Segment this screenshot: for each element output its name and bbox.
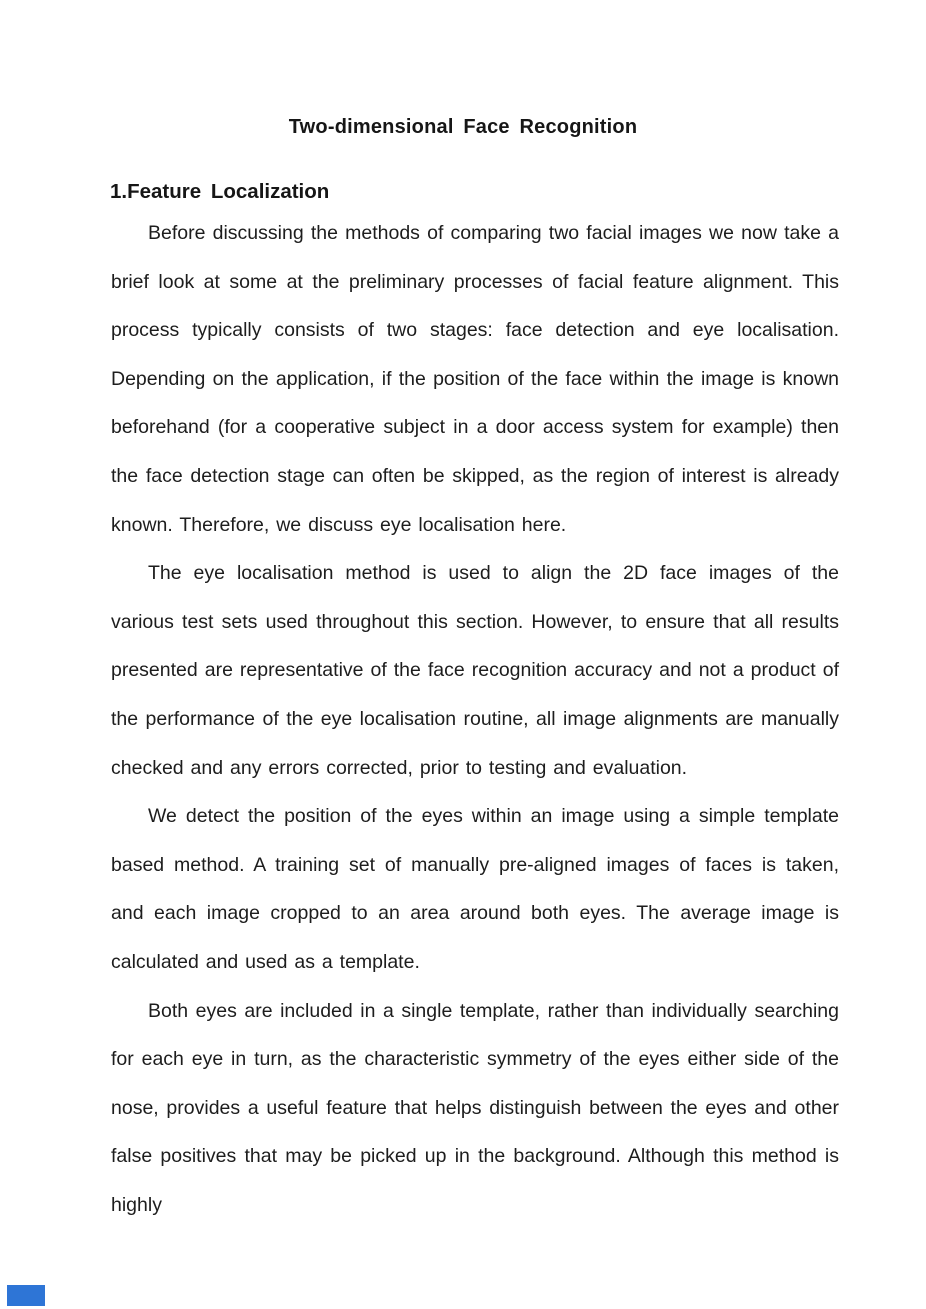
paragraph: We detect the position of the eyes within an image using a simple template based method. A training set of manually pre-aligned images of faces is taken, and each image cropped to an area around both eyes. The average image is calculated and used as a template. (111, 805, 839, 973)
page-title: Two-dimensional Face Recognition (288, 116, 638, 138)
paragraph: The eye localisation method is used to align the 2D face images of the various test sets used throughout this section. However, to ensure that all results presented are representative of the face recognition accuracy and not a product of the performance of the eye localisation routine, all image alignments are manually checked and any errors corrected, prior to testing and evaluation. (111, 562, 839, 779)
document-body (111, 209, 839, 1229)
paragraph: Both eyes are included in a single template, rather than individually searching for each eye in turn, as the characteristic symmetry of the eyes either side of the nose, provides a useful feature that helps distinguish between the eyes and other false positives that may be picked up in the background. Although this method is highly (111, 999, 839, 1216)
blue-corner-marker (7, 1285, 45, 1306)
paragraph: Before discussing the methods of comparing two facial images we now take a brief look at some at the preliminary processes of facial feature alignment. This process typically consists of two stages: face detection and eye localisation. Depending on the application, if the position of the face within the image is known beforehand (for a cooperative subject in a door access system for example) then the face detection stage can often be skipped, as the region of interest is already known. Therefore, we discuss eye localisation here. (111, 222, 839, 536)
section-heading: 1.Feature Localization (110, 180, 330, 203)
